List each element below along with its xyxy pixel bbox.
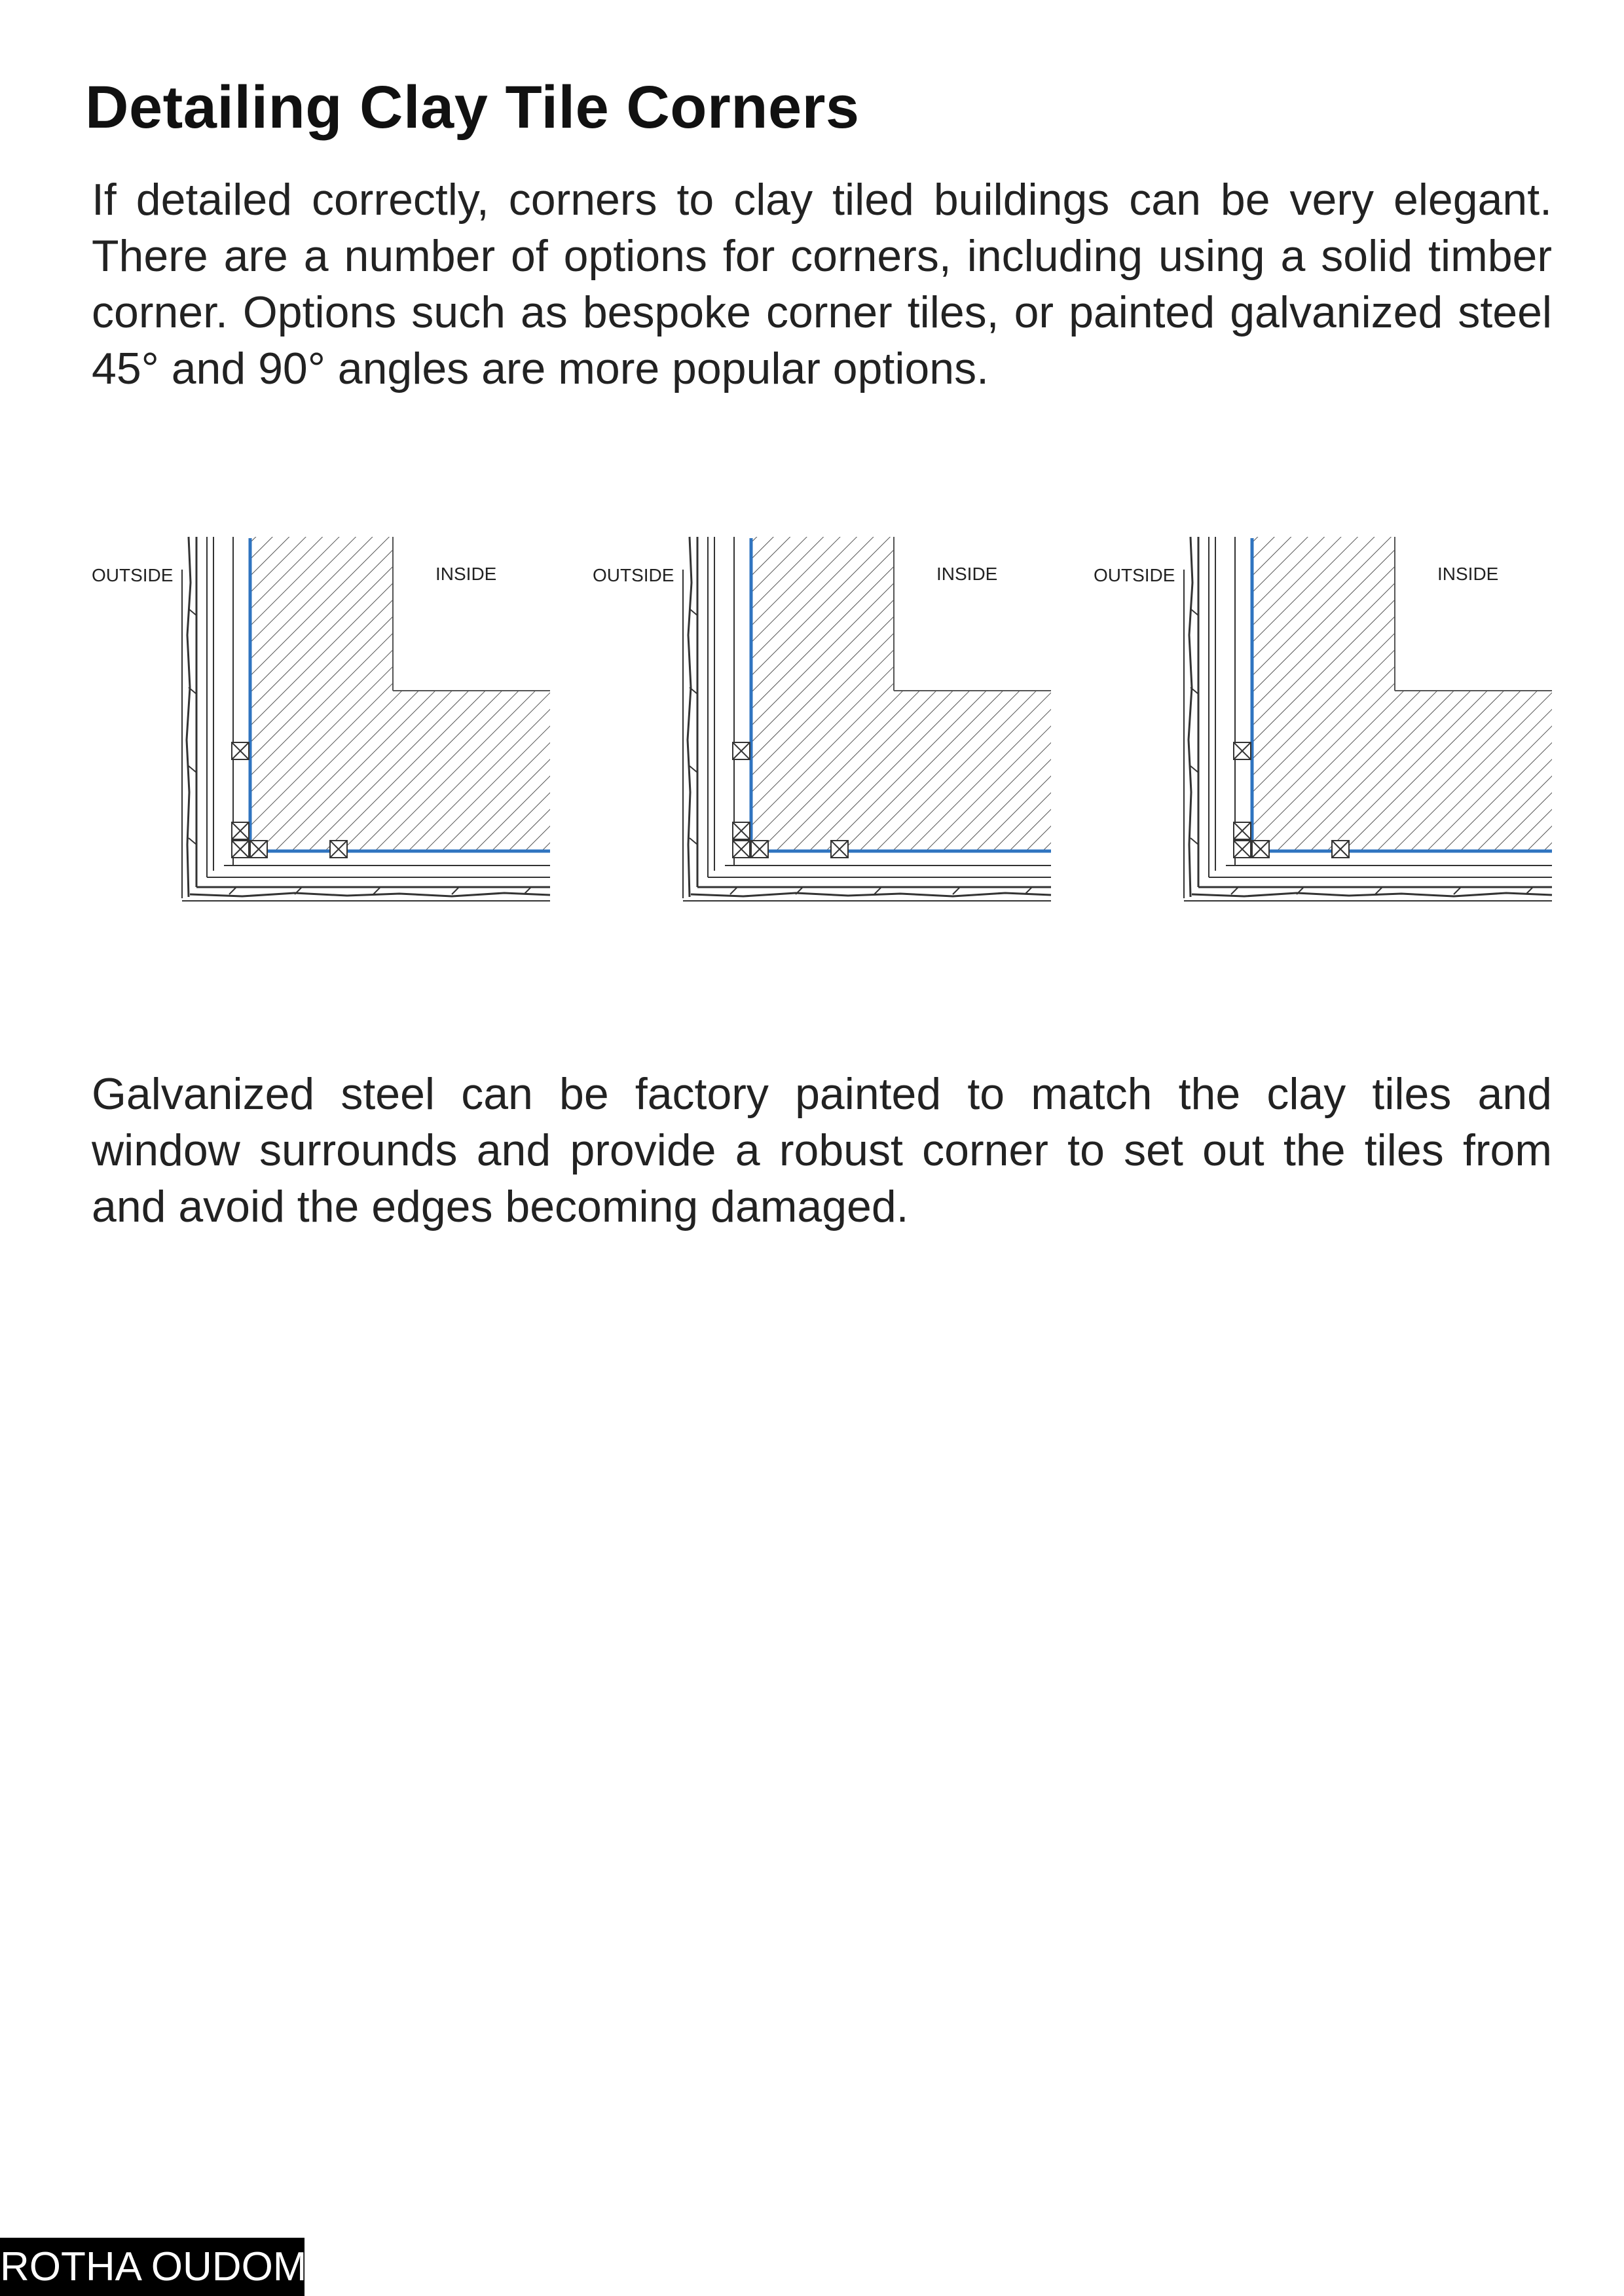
author-footer: ROTHA OUDOM	[0, 2238, 304, 2296]
corner-details-figure	[79, 530, 1559, 923]
page-title: Detailing Clay Tile Corners	[85, 74, 860, 141]
corner-detail-2	[593, 537, 1051, 901]
inside-label-1: INSIDE	[435, 564, 497, 584]
outside-label-3: OUTSIDE	[1094, 565, 1175, 585]
intro-paragraph: If detailed correctly, corners to clay tiled buildings can be very elegant. There are a number of options for corners, including using a solid timber corner. Options such as bespoke corner tiles, or painted galvanized steel 45° and 90° angles are more popular options.	[92, 175, 1552, 393]
outside-label-1: OUTSIDE	[92, 565, 174, 585]
inside-label-2: INSIDE	[936, 564, 998, 584]
corner-detail-3	[1094, 537, 1552, 901]
inside-label-3: INSIDE	[1437, 564, 1499, 584]
body-paragraph: Galvanized steel can be factory painted to match the clay tiles and window surrounds and provide a robust corner to set out the tiles from and avoid the edges becoming damaged.	[92, 1069, 1552, 1231]
outside-label-2: OUTSIDE	[593, 565, 674, 585]
corner-detail-1	[92, 537, 550, 901]
